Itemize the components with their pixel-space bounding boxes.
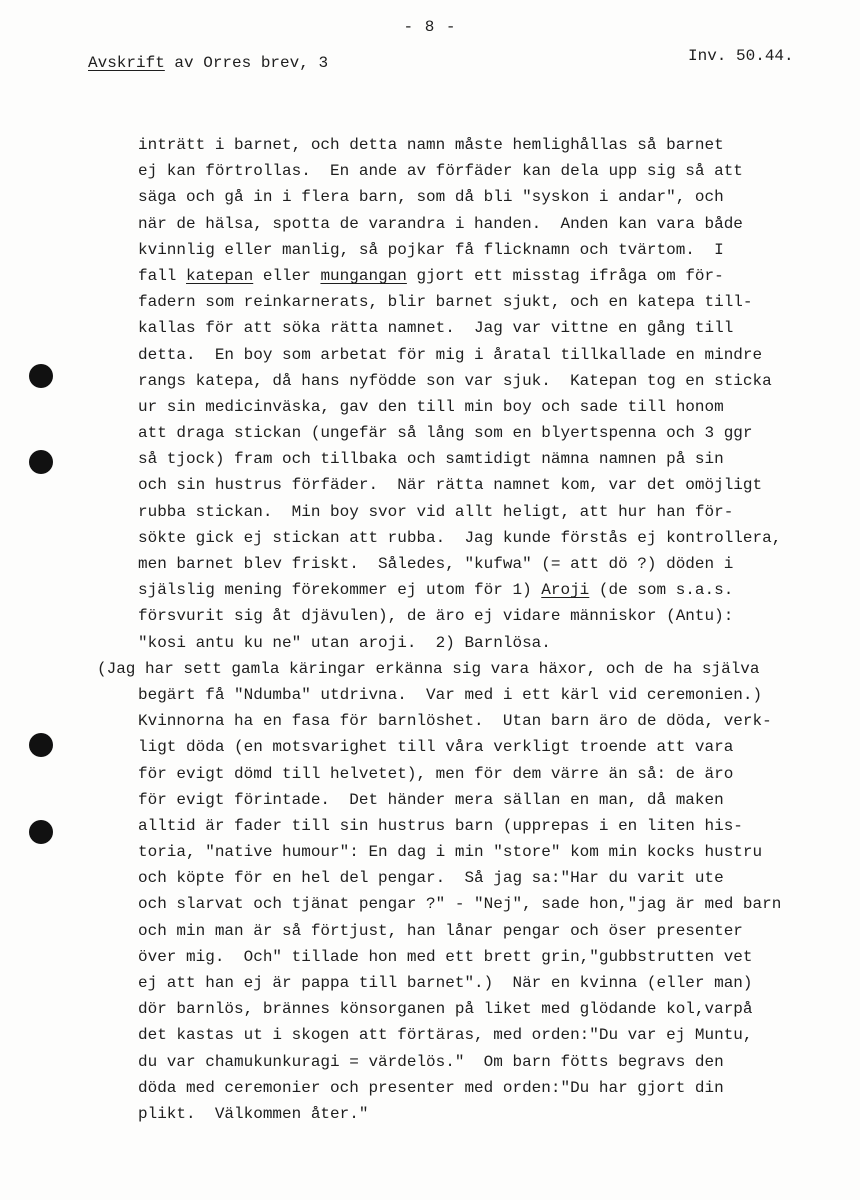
text-line [0, 446, 860, 472]
text-segment: för evigt dömd till helvetet), men för dem värre än så: de äro [138, 764, 734, 783]
text-segment: över mig. Och" tillade hon med ett brett grin,"gubbstrutten vet [138, 947, 753, 966]
text-segment: du var chamukunkuragi = värdelös." Om barn fötts begravs den [138, 1052, 724, 1071]
text-line [0, 656, 860, 682]
text-segment: dör barnlös, brännes könsorganen på liket med glödande kol,varpå [138, 1000, 753, 1019]
text-line [0, 682, 860, 708]
text-segment: ur sin medicinväska, gav den till min boy och sade till honom [138, 397, 724, 416]
text-segment: försvurit sig åt djävulen), de äro ej vidare människor (Antu): [138, 607, 734, 626]
text-line [0, 420, 860, 446]
text-segment: rubba stickan. Min boy svor vid allt heligt, att hur han för- [138, 502, 734, 521]
text-line [0, 865, 860, 891]
document-title [88, 54, 328, 72]
text-line [0, 839, 860, 865]
text-line [0, 1022, 860, 1048]
text-line [0, 603, 860, 629]
text-segment: själslig mening förekommer ej utom för 1) [138, 581, 542, 600]
text-line [0, 472, 860, 498]
text-line [0, 499, 860, 525]
text-line [0, 813, 860, 839]
text-segment: kvinnlig eller manlig, så pojkar få flicknamn och tvärtom. I [138, 240, 724, 259]
text-segment: alltid är fader till sin hustrus barn (upprepas i en liten his- [138, 816, 743, 835]
text-segment: och köpte för en hel del pengar. Så jag sa:"Har du varit ute [138, 869, 724, 888]
text-line [0, 237, 860, 263]
document-title-rest: av Orres brev, 3 [164, 54, 329, 72]
text-segment: och sin hustrus förfäder. När rätta namnet kom, var det omöjligt [138, 476, 763, 495]
text-segment: för evigt förintade. Det händer mera sällan en man, då maken [138, 790, 724, 809]
text-line [0, 525, 860, 551]
text-line [0, 761, 860, 787]
text-segment: detta. En boy som arbetat för mig i åratal tillkallade en mindre [138, 345, 763, 364]
text-line [0, 577, 860, 603]
text-line [0, 158, 860, 184]
text-line [0, 944, 860, 970]
text-line [0, 630, 860, 656]
text-segment: fadern som reinkarnerats, blir barnet sjukt, och en katepa till- [138, 293, 753, 312]
text-segment: och slarvat och tjänat pengar ?" - "Nej", sade hon,"jag är med barn [138, 895, 782, 914]
inventory-number: Inv. 50.44. [688, 47, 794, 65]
text-line [0, 211, 860, 237]
text-segment: (Jag har sett gamla käringar erkänna sig vara häxor, och de ha själva [97, 659, 760, 678]
text-line [0, 891, 860, 917]
text-segment: gjort ett misstag ifråga om för- [406, 266, 724, 285]
text-segment: sökte gick ej stickan att rubba. Jag kunde förstås ej kontrollera, [138, 528, 782, 547]
document-title-underlined: Avskrift [88, 54, 165, 72]
text-segment: ej kan förtrollas. En ande av förfäder kan dela upp sig så att [138, 162, 743, 181]
text-segment: inträtt i barnet, och detta namn måste hemlighållas så barnet [138, 136, 724, 154]
text-line [0, 132, 860, 158]
text-segment: när de hälsa, spotta de varandra i handen. Anden kan vara både [138, 214, 743, 233]
text-line [0, 368, 860, 394]
text-line [0, 734, 860, 760]
text-segment: kallas för att söka rätta namnet. Jag var vittne en gång till [138, 319, 734, 338]
text-segment: ej att han ej är pappa till barnet".) När en kvinna (eller man) [138, 974, 753, 992]
text-line [0, 970, 860, 996]
text-line [0, 394, 860, 420]
text-segment: och min man är så förtjust, han lånar pengar och öser presenter [138, 921, 743, 940]
text-line [0, 1075, 860, 1101]
text-segment: "kosi antu ku ne" utan aroji. 2) Barnlösa. [138, 633, 551, 652]
text-segment: säga och gå in i flera barn, som då bli "syskon i andar", och [138, 188, 724, 207]
text-line [0, 184, 860, 210]
text-segment: (de som s.a.s. [589, 581, 734, 600]
text-segment: eller [253, 266, 321, 285]
text-line [0, 787, 860, 813]
text-segment: begärt få "Ndumba" utdrivna. Var med i ett kärl vid ceremonien.) [138, 685, 763, 704]
text-segment: men barnet blev friskt. Således, "kufwa" (= att dö ?) döden i [138, 555, 734, 573]
text-segment: plikt. Välkommen åter." [138, 1104, 369, 1123]
text-line [0, 263, 860, 289]
text-segment: fall [138, 266, 187, 285]
text-segment: döda med ceremonier och presenter med orden:"Du har gjort din [138, 1078, 724, 1097]
text-segment: ligt döda (en motsvarighet till våra verkligt troende att vara [138, 738, 734, 757]
text-line [0, 1049, 860, 1075]
text-line [0, 289, 860, 315]
text-line [0, 996, 860, 1022]
page-number: - 8 - [403, 18, 457, 36]
text-segment: Kvinnorna ha en fasa för barnlöshet. Utan barn äro de döda, verk- [138, 712, 772, 731]
text-line [0, 315, 860, 341]
text-segment: så tjock) fram och tillbaka och samtidigt nämna namnen på sin [138, 450, 724, 469]
letter-body [0, 132, 860, 1127]
text-segment: det kastas ut i skogen att förtäras, med orden:"Du var ej Muntu, [138, 1026, 753, 1045]
text-line [0, 1101, 860, 1127]
underlined-term: mungangan [320, 266, 407, 285]
text-segment: rangs katepa, då hans nyfödde son var sjuk. Katepan tog en sticka [138, 371, 772, 390]
text-segment: att draga stickan (ungefär så lång som en blyertspenna och 3 ggr [138, 424, 753, 443]
text-line [0, 551, 860, 577]
text-line [0, 342, 860, 368]
text-line [0, 708, 860, 734]
text-line [0, 918, 860, 944]
underlined-term: Aroji [541, 581, 590, 600]
text-segment: toria, "native humour": En dag i min "store" kom min kocks hustru [138, 843, 763, 862]
underlined-term: katepan [186, 266, 254, 285]
